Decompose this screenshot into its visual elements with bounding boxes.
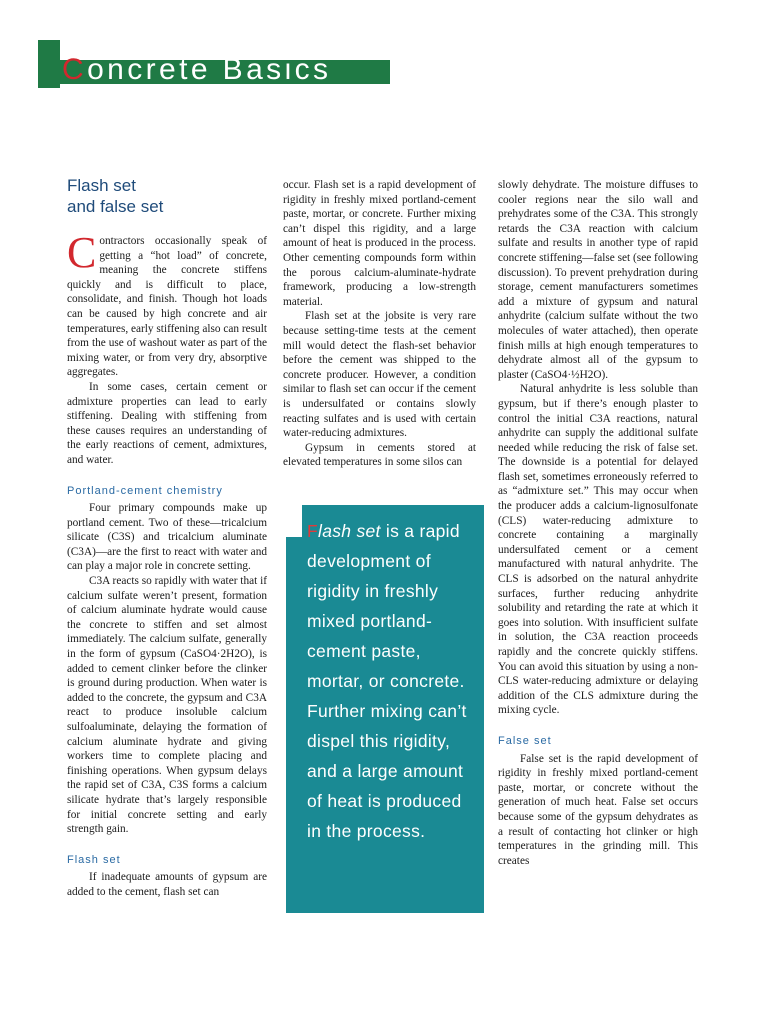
article-title-line2: and false set bbox=[67, 197, 164, 216]
intro-paragraph-2: In some cases, certain cement or admixture properties can lead to early stiffening. Dealing with stiffening from these causes requires an understanding of the early reactions of cement, admixtures, and water. bbox=[67, 380, 267, 466]
page-title-initial: C bbox=[62, 53, 88, 86]
header-green-block bbox=[38, 40, 60, 88]
drop-cap: C bbox=[67, 228, 97, 277]
column-3 bbox=[498, 178, 698, 868]
subheading-flash-set: Flash set bbox=[67, 853, 121, 866]
pull-quote-initial: F bbox=[307, 521, 318, 541]
intro-paragraph bbox=[67, 228, 267, 380]
pull-quote-italic: lash set bbox=[318, 521, 381, 541]
subheading-portland-cement-chemistry: Portland-cement chemistry bbox=[67, 484, 223, 497]
page-title-rest: oncrete Basics bbox=[87, 53, 332, 86]
subheading-false-set: False set bbox=[498, 734, 552, 747]
chemistry-paragraph-1: Four primary compounds make up portland cement. Two of these—tricalcium silicate (C3S) and tricalcium aluminate (C3A)—are the first to react with water and can play a major role in concrete setting. bbox=[67, 502, 267, 573]
false-set-paragraph-1: False set is the rapid development of rigidity in freshly mixed portland-cement paste, mortar, or concrete without the generation of much heat. False set occurs because some of the gypsum dehydrates as a result of contacting hot clinker or high temperatures in the grinding mill. This creates bbox=[498, 752, 698, 867]
chemistry-paragraph-2: C3A reacts so rapidly with water that if calcium sulfate weren’t present, formation of calcium aluminate hydrate would cause the concrete to stiffen and set almost immediately. The calcium sulfate, generally in the form of gypsum (CaSO4·2H2O), is added to cement clinker before the clinker is ground during production. When water is added to the concrete, the gypsum and C3A react to produce insoluble calcium sulfoaluminate, delaying the formation of calcium aluminate hydrate and giving workers time to complete placing and finishing operations. When gypsum delays the rapid set of C3A, C3S forms a calcium silicate hydrate that’s largely responsible for initial concrete setting and early strength gain. bbox=[67, 575, 267, 836]
page-title bbox=[62, 52, 331, 88]
article-title bbox=[67, 175, 163, 217]
pull-quote-body: is a rapid development of rigidity in freshly mixed portland-cement paste, mortar, or concrete. Further mixing can’t dispel this rigidity, and a large amount of heat is produced in the process. bbox=[307, 521, 467, 841]
pull-quote-notch bbox=[286, 505, 302, 537]
flash-set-paragraph-1: If inadequate amounts of gypsum are added to the cement, flash set can bbox=[67, 871, 267, 898]
column2-paragraph-1: occur. Flash set is a rapid development of rigidity in freshly mixed portland-cement paste, mortar, or concrete. Further mixing can’t dispel this rigidity, and a large amount of heat is produced in the process. Other cementing compounds form within the porous calcium-aluminate-hydrate framework, producing a low-strength material. bbox=[283, 179, 476, 308]
pull-quote-text bbox=[307, 516, 479, 846]
column3-paragraph-1: slowly dehydrate. The moisture diffuses to cooler regions near the silo wall and prehydrates some of the C3A. This strongly retards the C3A reaction with calcium sulfate and results in another type of rapid concrete stiffening—false set (see following discussion). To prevent prehydration during storage, cement manufacturers sometimes add a mixture of gypsum and natural anhydrite (calcium sulfate without the two molecules of water attached), then operate finish mills at high enough temperatures to dehydrate almost all of the gypsum to plaster (CaSO4·½H2O). bbox=[498, 179, 698, 381]
column-1 bbox=[67, 228, 267, 900]
column2-paragraph-3: Gypsum in cements stored at elevated temperatures in some silos can bbox=[283, 441, 476, 469]
intro-paragraph-text: ontractors occasionally speak of getting a “hot load” of concrete, meaning the concrete stiffens quickly and is difficult to place, consolidate, and finish. Though hot loads can be caused by high concrete and air temperatures, early stiffening also can result from the use of washout water as part of the mixing water, or from very dry, absorptive aggregates. bbox=[67, 235, 267, 379]
article-title-line1: Flash set bbox=[67, 176, 136, 195]
column-2 bbox=[283, 178, 476, 470]
column3-paragraph-2: Natural anhydrite is less soluble than gypsum, but if there’s enough plaster to control the initial C3A reactions, natural anhydrite can supply the additional sulfate needed while reducing the risk of false set. The downside is a potential for delayed flash set, sometimes erroneously referred to as “admixture set.” This may occur when the producer adds a calcium-lignosulfonate (CLS) water-reducing admixture to concrete containing a marginally undersulfated cement or a cement manufactured with natural anhydrite. The CLS is adsorbed on the natural anhydrite surfaces, further reducing anhydrite solubility and retarding the rate at which it goes into solution. With insufficient sulfate in solution, the C3A reaction proceeds rapidly and the concrete quickly stiffens. You can avoid this situation by using a non-CLS water-reducing admixture or delaying addition of the CLS admixture during the mixing cycle. bbox=[498, 383, 698, 717]
column2-paragraph-2: Flash set at the jobsite is very rare because setting-time tests at the cement mill would detect the flash-set behavior before the cement was shipped to the concrete producer. However, a condition similar to flash set can occur if the cement is undersulfated or contains slowly reacting sulfates and is used with certain water-reducing admixtures. bbox=[283, 310, 476, 440]
